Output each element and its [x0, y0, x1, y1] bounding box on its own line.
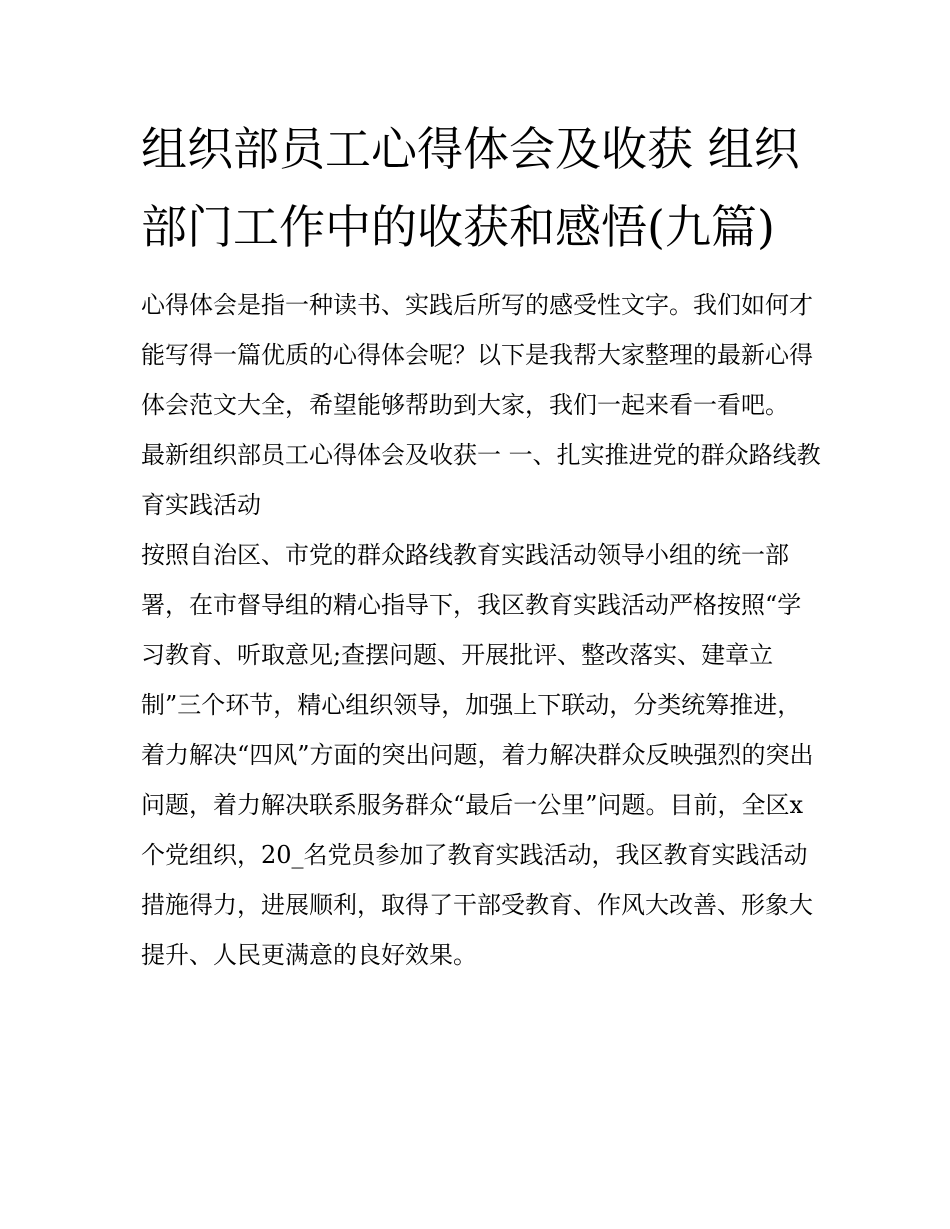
body-paragraph: 按照自治区、市党的群众路线教育实践活动领导小组的统一部署，在市督导组的精心指导下，我区教育实践活动严格按照“学习教育、听取意见;查摆问题、开展批评、整改落实、建章立制”三个环节，精心组织领导，加强上下联动，分类统筹推进，着力解决“四风”方面的突出问题，着力解决群众反映强烈的突出问题，着力解决联系服务群众“最后一公里”问题。目前，全区x个党组织，20_名党员参加了教育实践活动，我区教育实践活动措施得力，进展顺利，取得了干部受教育、作风大改善、形象大提升、人民更满意的良好效果。: [141, 541, 814, 969]
document-title: 组织部员工心得体会及收获 组织部门工作中的收获和感悟(九篇): [141, 122, 800, 254]
intro-paragraph: 心得体会是指一种读书、实践后所写的感受性文字。我们如何才能写得一篇优质的心得体会呢？以下是我帮大家整理的最新心得体会范文大全，希望能够帮助到大家，我们一起来看一看吧。: [141, 291, 813, 419]
document-body: [141, 110, 821, 980]
section-heading-paragraph: 最新组织部员工心得体会及收获一 一、扎实推进党的群众路线教育实践活动: [141, 441, 821, 519]
